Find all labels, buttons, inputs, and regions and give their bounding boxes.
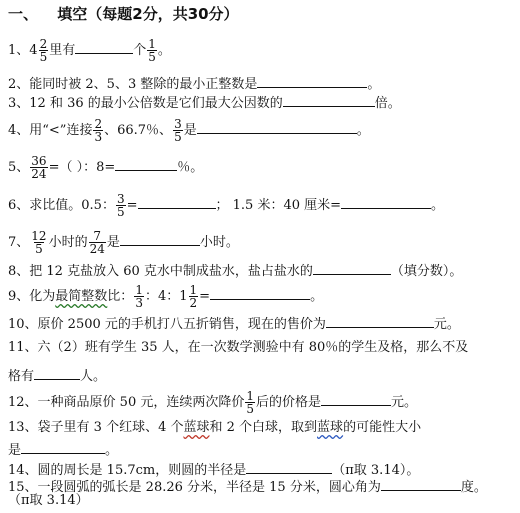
question-4: 4、用“<”连接 $\frac{2}{3}$ 、66.7％、 $\frac{3}{5}$ 是 。 — [8, 117, 370, 144]
answer-blank[interactable] — [326, 314, 434, 328]
answer-blank[interactable] — [34, 366, 80, 380]
answer-blank[interactable] — [210, 286, 310, 300]
question-11-cont: 格有 人。 — [8, 366, 106, 385]
question-2: 2、能同时被 2、5、3 整除的最小正整数是 。 — [8, 74, 380, 93]
answer-blank[interactable] — [313, 261, 391, 275]
mixed-number: 4 $\frac{2}{5}$ — [29, 37, 48, 64]
question-6: 6、求比值。0.5： $\frac{3}{5}$ = ； 1.5 米：40 厘米= 。 — [8, 192, 445, 219]
answer-blank[interactable] — [257, 74, 367, 88]
answer-blank[interactable] — [21, 440, 105, 454]
question-10: 10、原价 2500 元的手机打八五折销售，现在的售价为 元。 — [8, 314, 460, 333]
question-9: 9、化为最简整数比： $\frac{1}{3}$ ：4： 1 $\frac{1}{2}$ = 。 — [8, 283, 324, 310]
answer-blank[interactable] — [321, 392, 391, 406]
question-3: 3、12 和 36 的最小公倍数是它们最大公因数的 倍。 — [8, 93, 401, 112]
answer-blank[interactable] — [120, 232, 200, 246]
section-title: 填空（每题2分，共30分） — [57, 5, 239, 23]
answer-blank[interactable] — [246, 460, 332, 474]
answer-blank[interactable] — [283, 93, 375, 107]
question-12: 12、一种商品原价 50 元，连续两次降价 $\frac{1}{5}$ 后的价格是 元。 — [8, 389, 418, 416]
answer-blank[interactable] — [75, 40, 133, 54]
question-11: 11、六（2）班有学生 35 人，在一次数学测验中有 80％的学生及格，那么不及 — [8, 340, 469, 355]
answer-blank[interactable] — [115, 157, 177, 171]
section-number: 一、 — [8, 5, 39, 23]
answer-blank[interactable] — [197, 120, 357, 134]
answer-blank[interactable] — [138, 195, 216, 209]
answer-blank[interactable] — [341, 195, 431, 209]
answer-blank[interactable] — [381, 477, 461, 491]
question-5: 5、 $\frac{36}{24}$ =（ ）：8= ％。 — [8, 154, 204, 181]
question-13: 13、袋子里有 3 个红球、4 个蓝球和 2 个白球，取到蓝球的可能性大小 — [8, 420, 422, 435]
question-8: 8、把 12 克盐放入 60 克水中制成盐水，盐占盐水的 （填分数）。 — [8, 261, 462, 280]
section-heading — [8, 6, 239, 22]
question-15-cont: （π取 3.14） — [8, 493, 89, 508]
question-1: 1、 4 $\frac{2}{5}$ 里有 个 $\frac{1}{5}$ 。 — [8, 37, 171, 64]
question-15: 15、一段圆弧的弧长是 28.26 分米，半径是 15 分米，圆心角为 度。 — [8, 477, 487, 496]
question-13-cont: 是 。 — [8, 440, 118, 459]
question-14: 14、圆的周长是 15.7cm，则圆的半径是 （π取 3.14）。 — [8, 460, 419, 479]
question-7: 7、 $\frac{12}{5}$ 小时的 $\frac{7}{24}$ 是 小时。 — [8, 229, 239, 256]
